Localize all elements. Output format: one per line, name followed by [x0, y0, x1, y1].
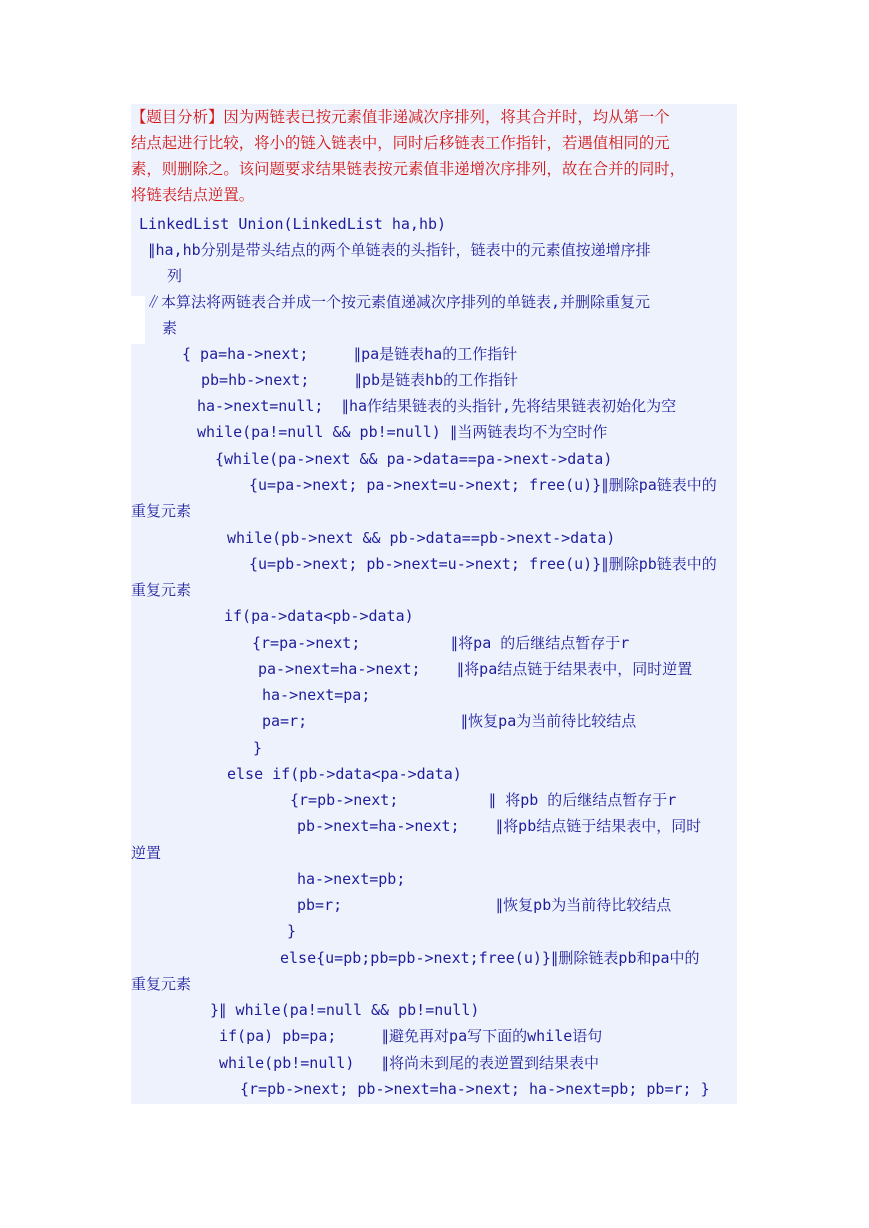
code-line: {while(pa->next && pa->data==pa->next->data)	[215, 450, 613, 468]
code-line: {r=pa->next; ∥将pa 的后继结点暂存于r	[252, 634, 630, 652]
code-line: pa->next=ha->next; ∥将pa结点链于结果表中，同时逆置	[258, 660, 693, 678]
code-comment: ∥本算法将两链表合并成一个按元素值递减次序排列的单链表,并删除重复元	[146, 293, 651, 311]
code-line: 重复元素	[131, 502, 192, 520]
analysis-line: 【题目分析】因为两链表已按元素值非递减次序排列，将其合并时，均从第一个	[131, 108, 670, 126]
code-line: if(pa->data<pb->data)	[224, 607, 414, 625]
analysis-line: 结点起进行比较，将小的链入链表中，同时后移链表工作指针，若遇值相同的元	[131, 134, 670, 152]
code-line: 重复元素	[131, 975, 192, 993]
code-line: }	[287, 922, 297, 940]
code-comment: 素	[162, 319, 178, 337]
code-line: pb=hb->next; ∥pb是链表hb的工作指针	[201, 371, 519, 389]
code-line: {r=pb->next; pb->next=ha->next; ha->next=pb; pb=r; }	[240, 1080, 710, 1098]
code-line: ha->next=null; ∥ha作结果链表的头指针,先将结果链表初始化为空	[197, 397, 677, 415]
code-line: ha->next=pb;	[297, 870, 406, 888]
analysis-line: 素，则删除之。该问题要求结果链表按元素值非递增次序排列，故在合并的同时，	[131, 160, 686, 178]
code-line: pb=r; ∥恢复pb为当前待比较结点	[297, 896, 672, 914]
code-line: {r=pb->next; ∥ 将pb 的后继结点暂存于r	[290, 791, 677, 809]
code-line: {u=pa->next; pa->next=u->next; free(u)}∥删除pa链表中的	[249, 476, 717, 494]
code-line: 逆置	[131, 844, 162, 862]
function-signature: LinkedList Union(LinkedList ha,hb)	[139, 215, 447, 233]
code-comment: ∥ha,hb分别是带头结点的两个单链表的头指针，链表中的元素值按递增序排	[148, 241, 651, 259]
code-line: pa=r; ∥恢复pa为当前待比较结点	[262, 712, 637, 730]
code-line: ha->next=pa;	[262, 686, 371, 704]
background-gap	[131, 296, 145, 344]
code-line: {u=pb->next; pb->next=u->next; free(u)}∥删除pb链表中的	[249, 555, 717, 573]
code-line: if(pa) pb=pa; ∥避免再对pa写下面的while语句	[219, 1027, 603, 1045]
code-line: while(pb!=null) ∥将尚未到尾的表逆置到结果表中	[219, 1054, 600, 1072]
code-line: 重复元素	[131, 581, 192, 599]
code-line: else{u=pb;pb=pb->next;free(u)}∥删除链表pb和pa中的	[280, 949, 700, 967]
code-line: }	[253, 739, 263, 757]
code-line: while(pb->next && pb->data==pb->next->data)	[227, 529, 616, 547]
code-line: }∥ while(pa!=null && pb!=null)	[210, 1001, 480, 1019]
code-line: while(pa!=null && pb!=null) ∥当两链表均不为空时作	[197, 423, 608, 441]
code-line: pb->next=ha->next; ∥将pb结点链于结果表中，同时	[297, 817, 702, 835]
code-line: { pa=ha->next; ∥pa是链表ha的工作指针	[182, 345, 518, 363]
analysis-line: 将链表结点逆置。	[131, 186, 255, 204]
code-line: else if(pb->data<pa->data)	[227, 765, 462, 783]
code-comment: 列	[167, 267, 183, 285]
